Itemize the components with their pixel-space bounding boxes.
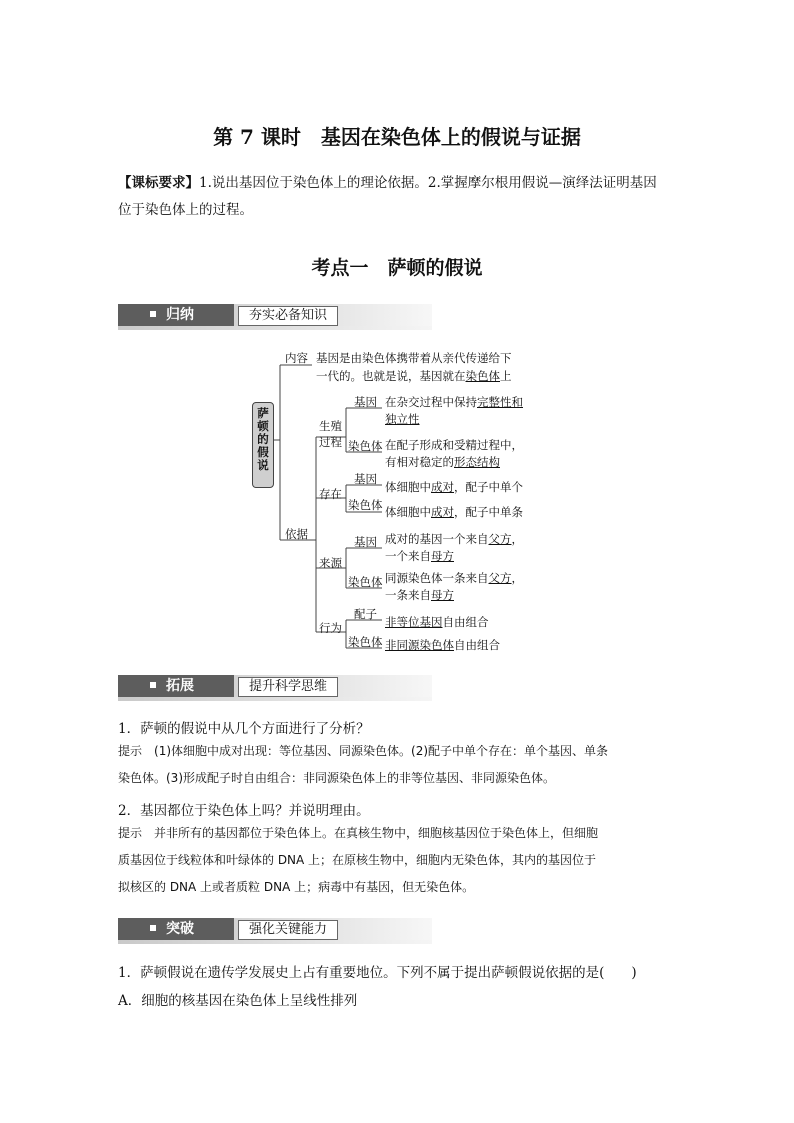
b1-chrom-label: 染色体 <box>348 439 383 453</box>
section-label: 拓展 <box>166 678 194 694</box>
reproduction-label-1: 生殖 <box>319 419 342 433</box>
square-bullet-icon <box>150 925 156 931</box>
lesson-title: 第 7 课时 基因在染色体上的假说与证据 <box>213 125 581 149</box>
behavior-label: 行为 <box>319 621 342 635</box>
b4-gamete-text: 非等位基因自由组合 <box>385 615 489 629</box>
b4-gamete-label: 配子 <box>354 607 377 621</box>
basis-label: 依据 <box>285 527 308 541</box>
b3-chrom-line-1: 同源染色体一条来自父方， <box>385 571 523 585</box>
section-tag: 夯实必备知识 <box>238 306 338 326</box>
content-line-2: 一代的。也就是说，基因就在染色体上 <box>316 369 512 383</box>
b1-gene-label: 基因 <box>354 395 377 409</box>
existence-label: 存在 <box>319 487 342 501</box>
b3-gene-line-1: 成对的基因一个来自父方， <box>385 532 523 546</box>
extension-question-2: 2．基因都位于染色体上吗？并说明理由。 <box>118 803 370 819</box>
b2-chrom-label: 染色体 <box>348 498 383 512</box>
breakthrough-question-1: 1．萨顿假说在遗传学发展史上占有重要地位。下列不属于提出萨顿假说依据的是( ) <box>118 965 637 981</box>
section-label: 突破 <box>166 921 194 937</box>
section-tag: 强化关键能力 <box>238 920 338 940</box>
b3-gene-label: 基因 <box>354 535 377 549</box>
b2-gene-text: 体细胞中成对，配子中单个 <box>385 480 523 494</box>
b3-chrom-label: 染色体 <box>348 575 383 589</box>
extension-question-1: 1．萨顿的假说中从几个方面进行了分析？ <box>118 721 370 737</box>
b3-chrom-line-2: 一条来自母方 <box>385 588 454 602</box>
b1-chrom-line-2: 有相对稳定的形态结构 <box>385 455 500 469</box>
content-label: 内容 <box>285 351 308 365</box>
b3-gene-line-2: 一个来自母方 <box>385 549 454 563</box>
b2-gene-label: 基因 <box>354 472 377 486</box>
section-tag: 提升科学思维 <box>238 677 338 697</box>
standards-line-1: 1.说出基因位于染色体上的理论依据。2.掌握摩尔根用假说—演绎法证明基因 <box>199 175 657 191</box>
extension-answer-1: 提示 (1)体细胞中成对出现：等位基因、同源染色体。(2)配子中单个存在：单个基因、单条 染色体。(3)形成配子时自由组合：非同源染色体上的非等位基因、非同源染色体。 <box>118 744 609 785</box>
standards-label: 【课标要求】 <box>118 175 199 191</box>
breakthrough-option-a: A．细胞的核基因在染色体上呈线性排列 <box>118 993 358 1009</box>
b1-gene-line-2: 独立性 <box>385 412 420 426</box>
mindmap-root: 萨顿的假说 <box>252 402 274 488</box>
b1-chrom-line-1: 在配子形成和受精过程中， <box>385 438 523 452</box>
b1-gene-line-1: 在杂交过程中保持完整性和 <box>385 395 523 409</box>
square-bullet-icon <box>150 682 156 688</box>
standards-line-2: 位于染色体上的过程。 <box>118 202 253 218</box>
content-line-1: 基因是由染色体携带着从亲代传递给下 <box>316 351 512 365</box>
section-label: 归纳 <box>166 307 194 323</box>
b2-chrom-text: 体细胞中成对，配子中单条 <box>385 505 523 519</box>
reproduction-label-2: 过程 <box>319 435 342 449</box>
extension-answer-2: 提示 并非所有的基因都位于染色体上。在真核生物中，细胞核基因位于染色体上，但细胞 质基因位于线粒体和叶绿体的 DNA 上；在原核生物中，细胞内无染色体，其内的基因位于 拟核区的 DNA 上或者质粒 DNA 上；病毒中有基因，但无染色体。 <box>118 826 599 894</box>
b4-chrom-text: 非同源染色体自由组合 <box>385 638 500 652</box>
b4-chrom-label: 染色体 <box>348 635 383 649</box>
topic-title: 考点一 萨顿的假说 <box>311 257 483 279</box>
source-label: 来源 <box>319 556 342 570</box>
section-header-tuozhan <box>118 675 432 701</box>
section-header-tupo <box>118 918 432 944</box>
